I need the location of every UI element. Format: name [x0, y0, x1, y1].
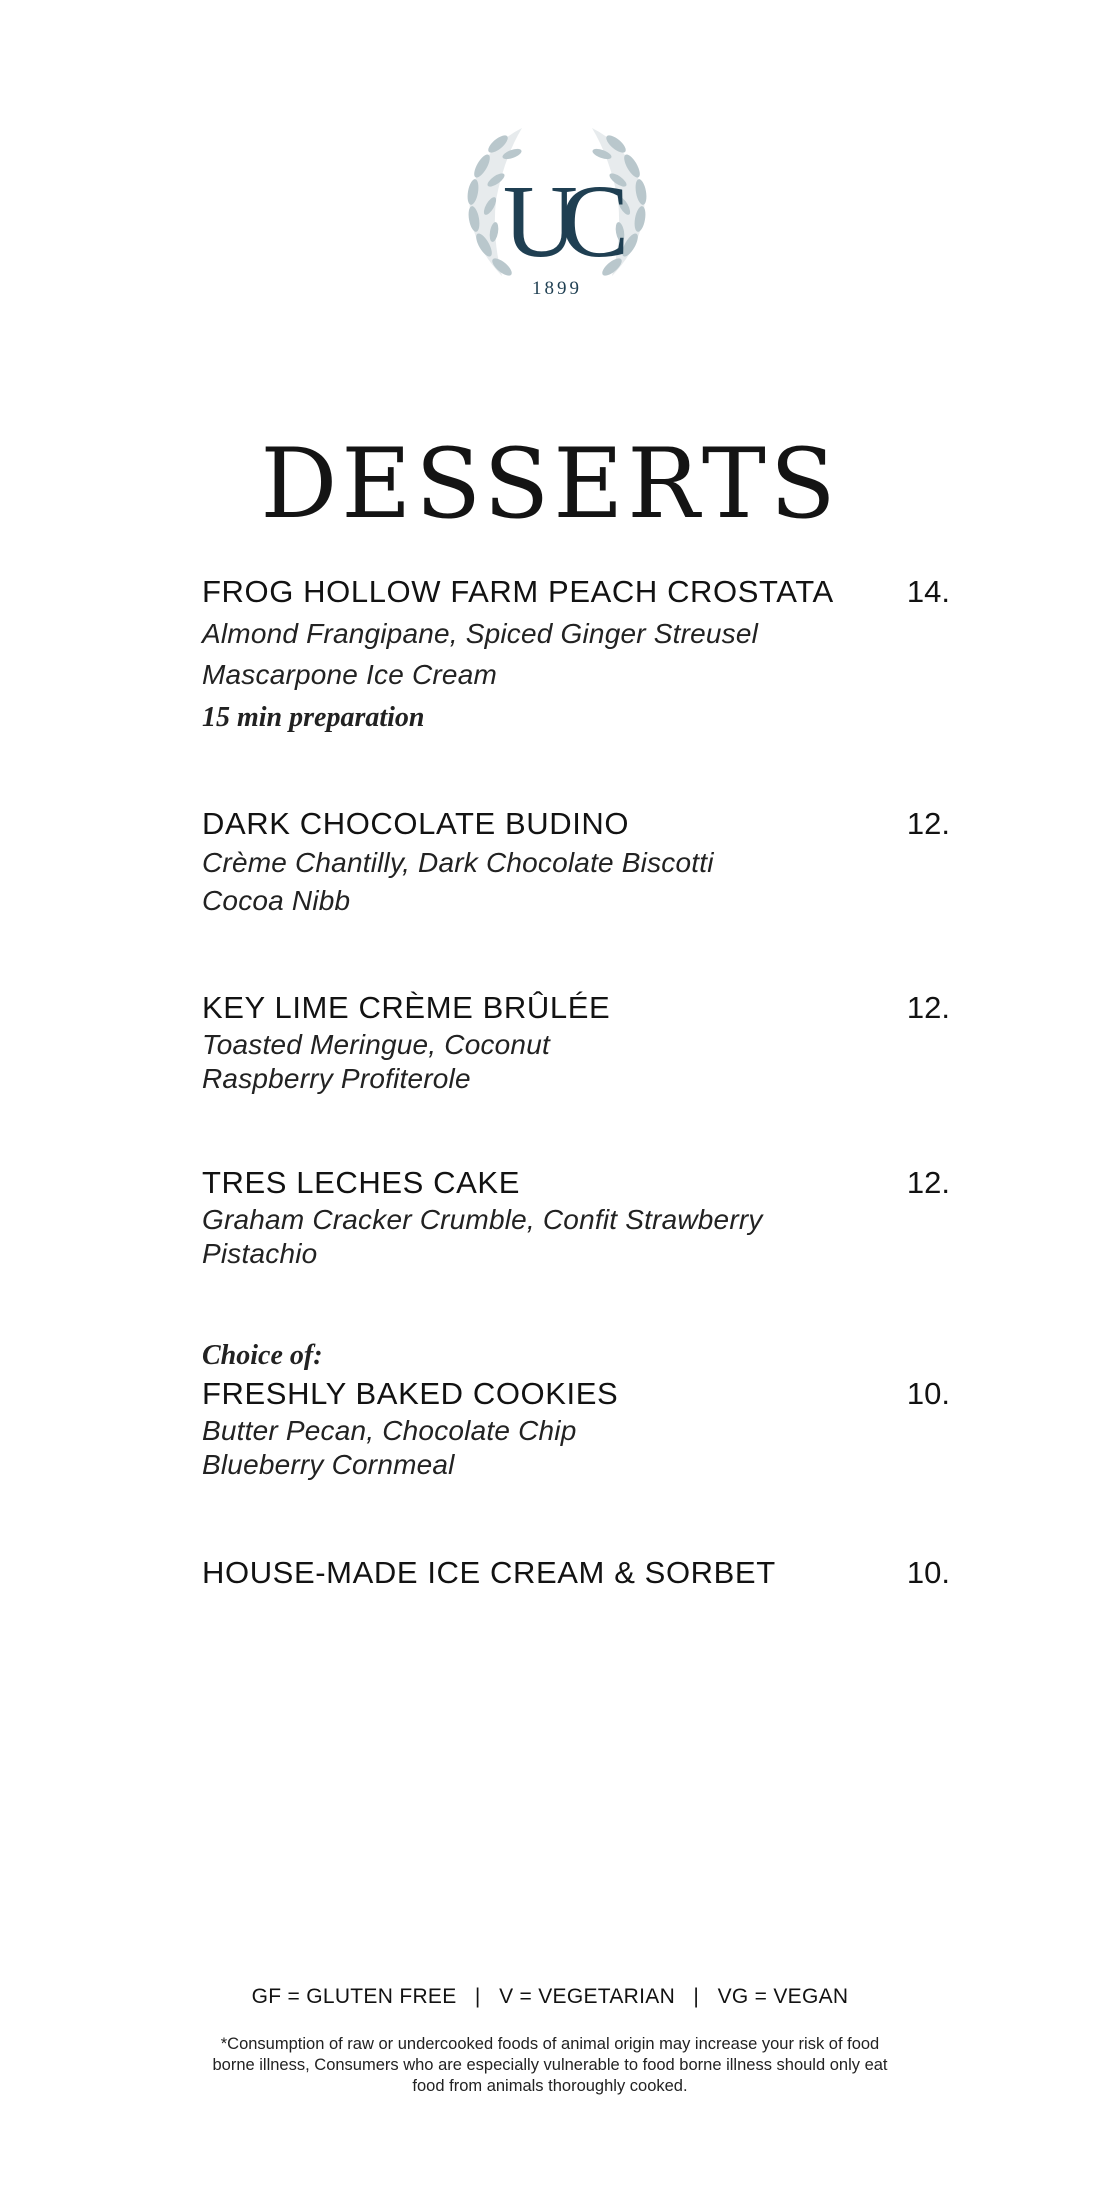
item-name: TRES LECHES CAKE: [202, 1165, 520, 1200]
item-name: FRESHLY BAKED COOKIES: [202, 1376, 619, 1411]
item-description: Blueberry Cornmeal: [202, 1449, 455, 1480]
item-description: Crème Chantilly, Dark Chocolate Biscotti: [202, 847, 714, 878]
logo-year: 1899: [532, 278, 582, 299]
item-price: 12.: [906, 806, 950, 841]
logo-monogram: UC: [502, 164, 612, 279]
item-description: Mascarpone Ice Cream: [202, 659, 498, 690]
preparation-note: 15 min preparation: [202, 702, 425, 733]
menu-item: [202, 988, 950, 1096]
menu-item: [202, 1338, 950, 1482]
item-description: Butter Pecan, Chocolate Chip: [202, 1415, 577, 1446]
menu-item: [202, 1163, 950, 1271]
dietary-legend: GF = GLUTEN FREE | V = VEGETARIAN | VG = VEGAN: [251, 1985, 849, 2008]
item-description: Pistachio: [202, 1238, 318, 1269]
item-price: 10.: [906, 1555, 950, 1590]
menu-item: [202, 1553, 950, 1593]
item-price: 12.: [906, 990, 950, 1025]
item-price: 12.: [906, 1165, 950, 1200]
item-description: Almond Frangipane, Spiced Ginger Streusel: [202, 618, 759, 649]
choice-label: Choice of:: [202, 1340, 323, 1371]
item-description: Graham Cracker Crumble, Confit Strawberry: [202, 1204, 763, 1235]
restaurant-logo: [452, 108, 662, 304]
food-safety-disclaimer: *Consumption of raw or undercooked foods of animal origin may increase your risk of food borne illness, Consumers who are especially vulnerable to food borne illness should only eat food from animals thoroughly cooked.: [212, 2035, 888, 2095]
page-title: DESSERTS: [260, 428, 840, 541]
item-price: 14.: [906, 574, 950, 609]
item-description: Cocoa Nibb: [202, 885, 351, 916]
menu-item: [202, 804, 950, 920]
item-description: Raspberry Profiterole: [202, 1063, 471, 1094]
menu-item: [202, 572, 950, 739]
item-name: KEY LIME CRÈME BRÛLÉE: [202, 990, 611, 1025]
item-description: Toasted Meringue, Coconut: [202, 1029, 550, 1060]
laurel-monogram-logo: [452, 108, 662, 304]
item-name: HOUSE-MADE ICE CREAM & SORBET: [202, 1555, 776, 1590]
item-price: 10.: [906, 1376, 950, 1411]
item-name: DARK CHOCOLATE BUDINO: [202, 806, 630, 841]
item-name: FROG HOLLOW FARM PEACH CROSTATA: [202, 574, 834, 609]
